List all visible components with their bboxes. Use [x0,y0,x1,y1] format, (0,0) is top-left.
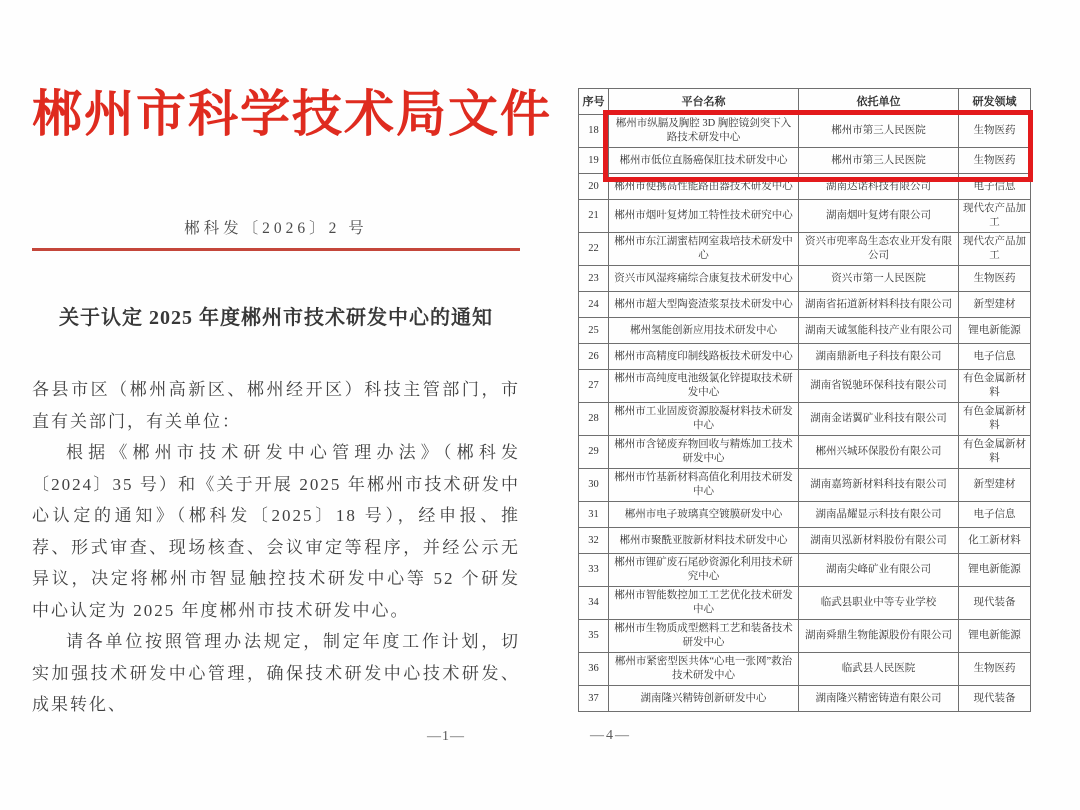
cell-field: 锂电新能源 [959,318,1031,344]
document-number: 郴科发〔2026〕2 号 [184,220,368,237]
table-row [579,148,1031,174]
column-header-field: 研发领域 [959,89,1031,115]
cell-field: 有色金属新材料 [959,403,1031,436]
table-row [579,587,1031,620]
cell-unit: 湖南隆兴精密铸造有限公司 [799,686,959,712]
table-body [579,115,1031,712]
cell-field: 生物医药 [959,653,1031,686]
cell-unit: 湖南尖峰矿业有限公司 [799,554,959,587]
cell-platform: 郴州市高精度印制线路板技术研发中心 [609,344,799,370]
cell-serial: 23 [579,266,609,292]
table-row [579,318,1031,344]
table-row [579,370,1031,403]
cell-field: 生物医药 [959,115,1031,148]
cell-field: 现代农产品加工 [959,233,1031,266]
salutation-paragraph: 各县市区（郴州高新区、郴州经开区）科技主管部门，市直有关部门，有关单位： [32,380,520,431]
table-row [579,233,1031,266]
cell-unit: 湖南金诺翼矿业科技有限公司 [799,403,959,436]
cell-unit: 湖南嘉筠新材料科技有限公司 [799,469,959,502]
cell-platform: 郴州市便携高性能路由器技术研发中心 [609,174,799,200]
cell-unit: 郴州市第三人民医院 [799,115,959,148]
cell-unit: 资兴市第一人民医院 [799,266,959,292]
cell-serial: 27 [579,370,609,403]
cell-platform: 郴州市超大型陶瓷渣浆泵技术研发中心 [609,292,799,318]
cell-unit: 资兴市兜率岛生态农业开发有限公司 [799,233,959,266]
cell-serial: 34 [579,587,609,620]
cell-field: 新型建材 [959,292,1031,318]
cell-unit: 湖南贝泓新材料股份有限公司 [799,528,959,554]
column-header-platform: 平台名称 [609,89,799,115]
column-header-unit: 依托单位 [799,89,959,115]
document-page-4 [578,88,1030,744]
cell-unit: 湖南鼎新电子科技有限公司 [799,344,959,370]
cell-field: 化工新材料 [959,528,1031,554]
table-row [579,115,1031,148]
table-row [579,653,1031,686]
cell-field: 有色金属新材料 [959,370,1031,403]
cell-serial: 31 [579,502,609,528]
table-row [579,292,1031,318]
cell-field: 有色金属新材料 [959,436,1031,469]
cell-field: 锂电新能源 [959,554,1031,587]
cell-unit: 湖南达诺科技有限公司 [799,174,959,200]
cell-platform: 郴州市智能数控加工工艺优化技术研发中心 [609,587,799,620]
table-row [579,554,1031,587]
cell-unit: 湖南省拓道新材料科技有限公司 [799,292,959,318]
cell-field: 电子信息 [959,502,1031,528]
table-row [579,266,1031,292]
red-divider-line [32,248,520,251]
table-row [579,403,1031,436]
cell-serial: 32 [579,528,609,554]
table-header-row [579,89,1031,115]
cell-unit: 湖南晶耀显示科技有限公司 [799,502,959,528]
cell-serial: 33 [579,554,609,587]
cell-platform: 郴州市生物质成型燃料工艺和装备技术研发中心 [609,620,799,653]
cell-platform: 郴州市高纯度电池级氯化锌提取技术研发中心 [609,370,799,403]
table-row [579,528,1031,554]
cell-serial: 37 [579,686,609,712]
table-row [579,686,1031,712]
cell-unit: 湖南省锐驰环保科技有限公司 [799,370,959,403]
cell-platform: 郴州市锂矿废石尾砂资源化利用技术研究中心 [609,554,799,587]
cell-unit: 临武县人民医院 [799,653,959,686]
cell-serial: 26 [579,344,609,370]
agency-letterhead: 郴州市科学技术局文件 [32,86,552,142]
cell-field: 现代装备 [959,686,1031,712]
cell-field: 新型建材 [959,469,1031,502]
cell-serial: 21 [579,200,609,233]
cell-serial: 19 [579,148,609,174]
page-number-1: —1— [427,728,465,744]
cell-platform: 郴州市东江湖蜜桔网室栽培技术研发中心 [609,233,799,266]
table-row [579,436,1031,469]
notice-body [32,374,520,721]
cell-platform: 郴州市纵膈及胸腔 3D 胸腔镜剑突下入路技术研发中心 [609,115,799,148]
cell-platform: 湖南隆兴精铸创新研发中心 [609,686,799,712]
table-row [579,200,1031,233]
cell-field: 生物医药 [959,148,1031,174]
cell-serial: 22 [579,233,609,266]
cell-platform: 资兴市风湿疼痛综合康复技术研发中心 [609,266,799,292]
cell-serial: 30 [579,469,609,502]
cell-unit: 郴州兴城环保股份有限公司 [799,436,959,469]
document-page-1 [32,60,552,745]
page-number-4: —4— [590,728,631,743]
rd-center-table [578,88,1031,712]
cell-serial: 28 [579,403,609,436]
table-row [579,174,1031,200]
cell-unit: 湖南舜鼎生物能源股份有限公司 [799,620,959,653]
decision-paragraph: 根据《郴州市技术研发中心管理办法》（郴科发〔2024〕35 号）和《关于开展 2025 年郴州市技术研发中心认定的通知》（郴科发〔2025〕18 号），经申报、推荐、形式审查、现场核查、会议审定等程序，并经公示无异议，决定将郴州市智显触控技术研发中心等 52 个研发中心认定为 2025 年度郴州市技术研发中心。 [32,443,520,620]
cell-serial: 36 [579,653,609,686]
cell-serial: 25 [579,318,609,344]
cell-platform: 郴州市竹基新材料高值化利用技术研发中心 [609,469,799,502]
table-row [579,469,1031,502]
instruction-paragraph: 请各单位按照管理办法规定，制定年度工作计划，切实加强技术研发中心管理，确保技术研发中心技术研发、成果转化、 [32,632,520,714]
cell-platform: 郴州氢能创新应用技术研发中心 [609,318,799,344]
cell-serial: 20 [579,174,609,200]
cell-serial: 29 [579,436,609,469]
cell-field: 生物医药 [959,266,1031,292]
cell-field: 锂电新能源 [959,620,1031,653]
cell-unit: 湖南天诚氢能科技产业有限公司 [799,318,959,344]
table-row [579,344,1031,370]
cell-serial: 24 [579,292,609,318]
cell-platform: 郴州市紧密型医共体“心电一张网”救治技术研发中心 [609,653,799,686]
cell-platform: 郴州市低位直肠癌保肛技术研发中心 [609,148,799,174]
cell-platform: 郴州市聚酰亚胺新材料技术研发中心 [609,528,799,554]
cell-field: 现代农产品加工 [959,200,1031,233]
cell-unit: 湖南烟叶复烤有限公司 [799,200,959,233]
cell-unit: 郴州市第三人民医院 [799,148,959,174]
table-row [579,620,1031,653]
cell-platform: 郴州市含铋废弃物回收与精炼加工技术研发中心 [609,436,799,469]
cell-field: 电子信息 [959,174,1031,200]
cell-serial: 18 [579,115,609,148]
cell-field: 电子信息 [959,344,1031,370]
column-header-serial: 序号 [579,89,609,115]
cell-unit: 临武县职业中等专业学校 [799,587,959,620]
notice-title: 关于认定 2025 年度郴州市技术研发中心的通知 [59,307,493,329]
cell-platform: 郴州市电子玻璃真空镀膜研发中心 [609,502,799,528]
cell-serial: 35 [579,620,609,653]
cell-platform: 郴州市工业固废资源胶凝材料技术研发中心 [609,403,799,436]
cell-platform: 郴州市烟叶复烤加工特性技术研究中心 [609,200,799,233]
cell-field: 现代装备 [959,587,1031,620]
table-row [579,502,1031,528]
